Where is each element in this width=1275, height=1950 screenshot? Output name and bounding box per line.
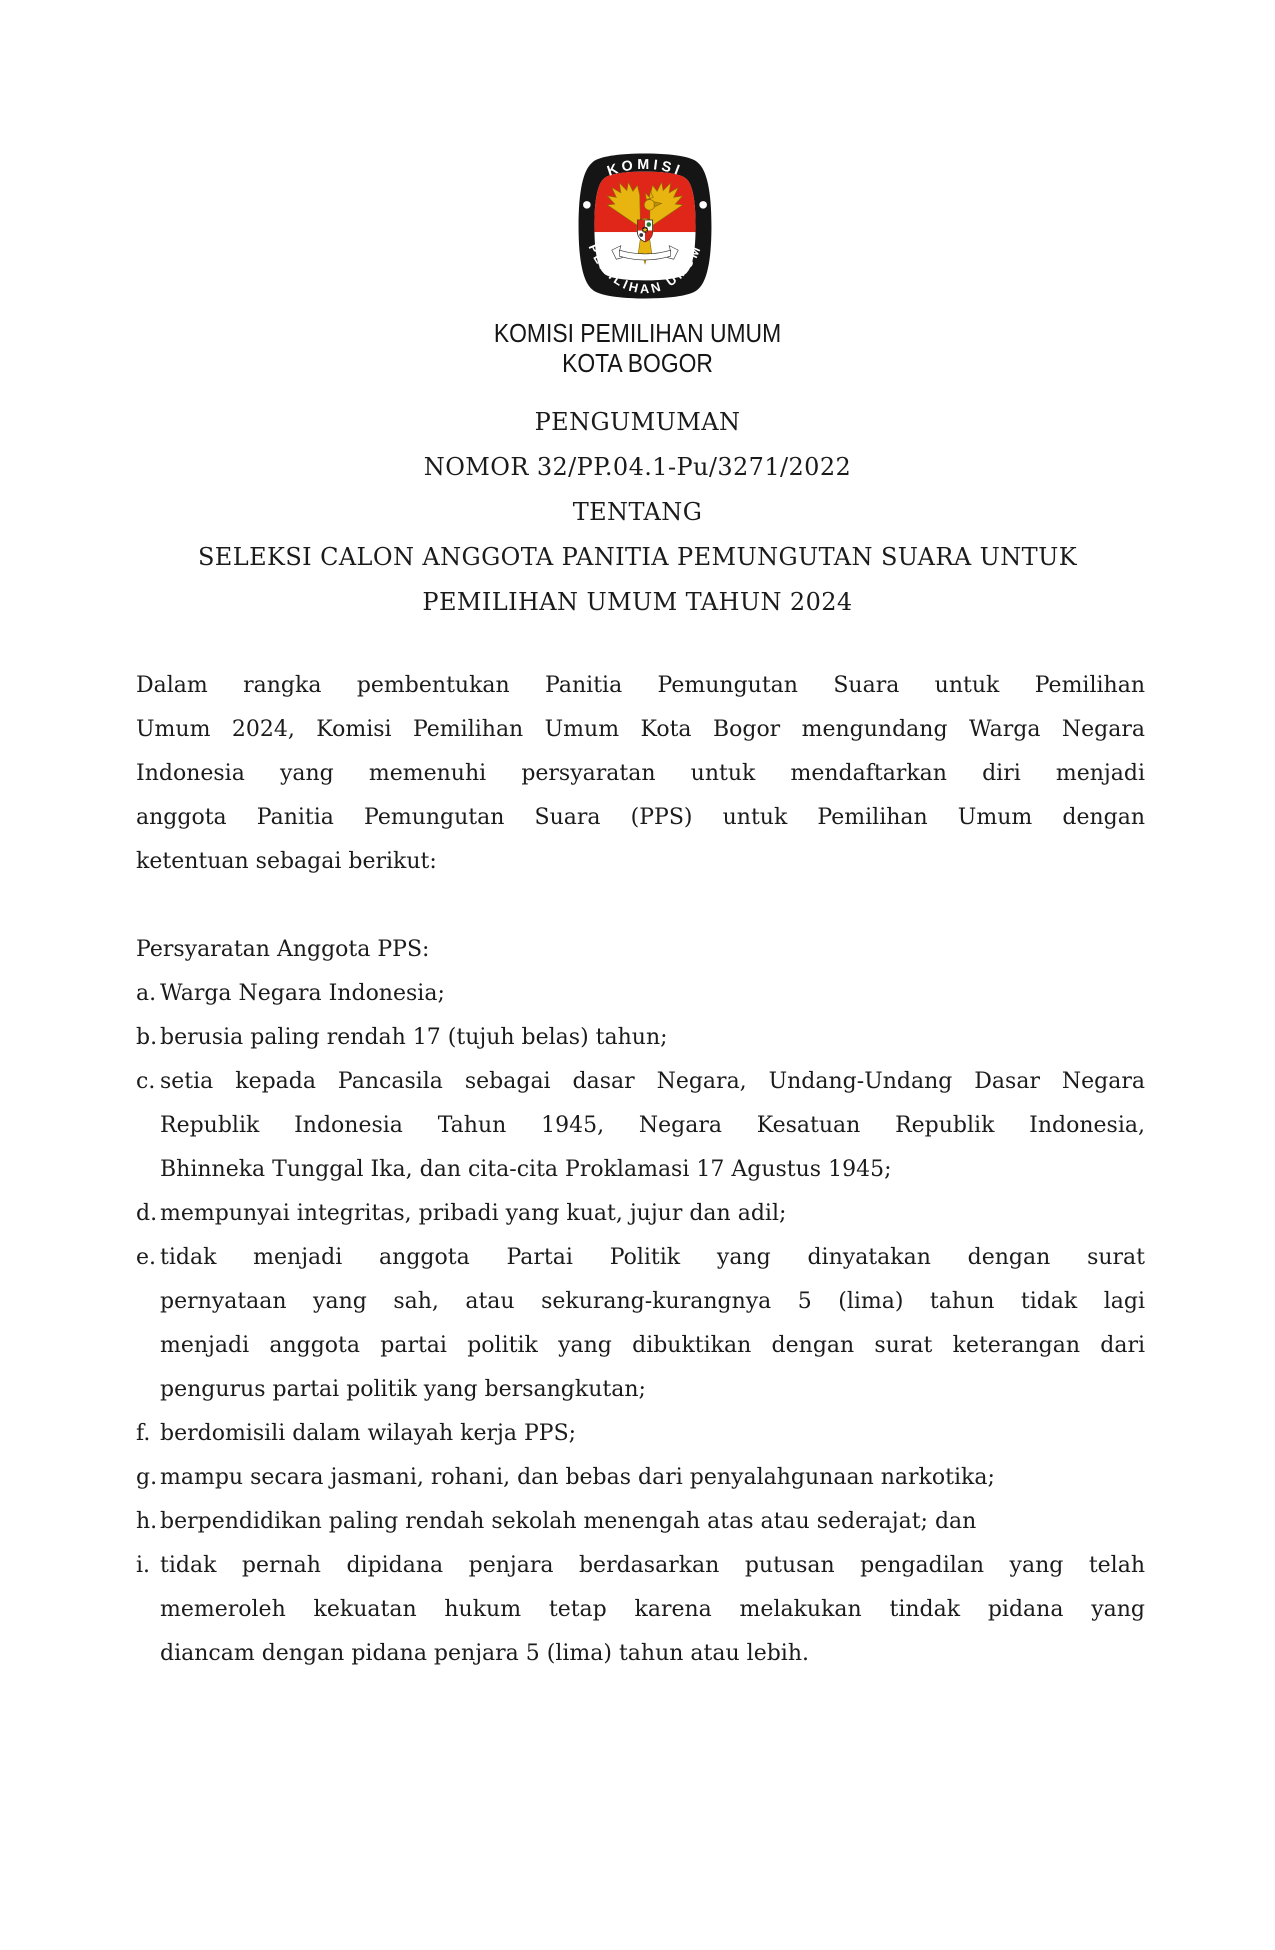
- text-line: Indonesia yang memenuhi persyaratan untuk mendaftarkan diri menjadi: [136, 761, 1145, 786]
- requirements-list: [136, 972, 1145, 1676]
- text-line: ketentuan sebagai berikut:: [136, 849, 437, 874]
- text-line: Bhinneka Tunggal Ika, dan cita-cita Proklamasi 17 Agustus 1945;: [160, 1157, 892, 1182]
- requirement-item: [136, 1236, 1145, 1412]
- requirement-text: [160, 1060, 1145, 1192]
- text-line: berpendidikan paling rendah sekolah menengah atas atau sederajat; dan: [160, 1509, 977, 1534]
- requirement-item: [136, 1544, 1145, 1676]
- doc-title: [133, 400, 1142, 625]
- requirement-item: [136, 1192, 1145, 1236]
- text-line: diancam dengan pidana penjara 5 (lima) tahun atau lebih.: [160, 1641, 809, 1666]
- text-line: setia kepada Pancasila sebagai dasar Negara, Undang-Undang Dasar Negara: [160, 1069, 1145, 1094]
- requirement-text: [160, 1500, 1145, 1544]
- text-line: anggota Panitia Pemungutan Suara (PPS) untuk Pemilihan Umum dengan: [136, 805, 1145, 830]
- org-name-line1: KOMISI PEMILIHAN UMUM: [493, 318, 782, 348]
- org-name: [77, 318, 1199, 378]
- requirement-text: [160, 1412, 1145, 1456]
- requirements-heading: Persyaratan Anggota PPS:: [136, 937, 430, 962]
- requirement-label: h.: [136, 1509, 158, 1534]
- intro-paragraph: [136, 664, 1145, 884]
- text-line: mempunyai integritas, pribadi yang kuat, jujur dan adil;: [160, 1201, 787, 1226]
- requirement-item: [136, 1016, 1145, 1060]
- requirement-text: [160, 972, 1145, 1016]
- requirement-item: [136, 1060, 1145, 1192]
- text-line: pernyataan yang sah, atau sekurang-kurangnya 5 (lima) tahun tidak lagi: [160, 1289, 1145, 1314]
- requirement-label: i.: [136, 1553, 151, 1578]
- paragraph-spacer: [136, 884, 1145, 928]
- requirement-text: [160, 1016, 1145, 1060]
- requirement-label: c.: [136, 1069, 156, 1094]
- logo-right-dot: [699, 201, 707, 209]
- requirement-item: [136, 972, 1145, 1016]
- text-line: Umum 2024, Komisi Pemilihan Umum Kota Bogor mengundang Warga Negara: [136, 717, 1145, 742]
- text-line: Dalam rangka pembentukan Panitia Pemungutan Suara untuk Pemilihan: [136, 673, 1145, 698]
- text-line: mampu secara jasmani, rohani, dan bebas dari penyalahgunaan narkotika;: [160, 1465, 995, 1490]
- requirement-label: e.: [136, 1245, 157, 1270]
- requirement-label: a.: [136, 981, 157, 1006]
- text-line: TENTANG: [572, 498, 703, 526]
- document-body: [136, 664, 1145, 1676]
- text-line: berusia paling rendah 17 (tujuh belas) tahun;: [160, 1025, 668, 1050]
- text-line: pengurus partai politik yang bersangkutan;: [160, 1377, 646, 1402]
- logo-bottom-text: PEMILIHAN UMUM: [585, 241, 705, 297]
- text-line: tidak pernah dipidana penjara berdasarkan putusan pengadilan yang telah: [160, 1553, 1145, 1578]
- requirement-text: [160, 1236, 1145, 1412]
- requirement-text: [160, 1456, 1145, 1500]
- requirement-text: [160, 1192, 1145, 1236]
- requirement-item: [136, 1456, 1145, 1500]
- text-line: menjadi anggota partai politik yang dibuktikan dengan surat keterangan dari: [160, 1333, 1145, 1358]
- org-name-line2: KOTA BOGOR: [562, 348, 713, 378]
- logo-left-dot: [583, 201, 591, 209]
- text-line: berdomisili dalam wilayah kerja PPS;: [160, 1421, 577, 1446]
- requirement-item: [136, 1500, 1145, 1544]
- logo-top-text: KOMISI: [604, 157, 685, 180]
- text-line: Warga Negara Indonesia;: [160, 981, 445, 1006]
- requirement-text: [160, 1544, 1145, 1676]
- kpu-logo: [577, 152, 713, 300]
- requirement-label: f.: [136, 1421, 151, 1446]
- text-line: memeroleh kekuatan hukum tetap karena melakukan tindak pidana yang: [160, 1597, 1145, 1622]
- kpu-logo-svg: [577, 152, 713, 300]
- text-line: SELEKSI CALON ANGGOTA PANITIA PEMUNGUTAN SUARA UNTUK: [197, 543, 1078, 571]
- text-line: tidak menjadi anggota Partai Politik yang dinyatakan dengan surat: [160, 1245, 1145, 1270]
- requirement-item: [136, 1412, 1145, 1456]
- text-line: PENGUMUMAN: [534, 408, 741, 436]
- text-line: Republik Indonesia Tahun 1945, Negara Kesatuan Republik Indonesia,: [160, 1113, 1145, 1138]
- text-line: NOMOR 32/PP.04.1-Pu/3271/2022: [423, 453, 852, 481]
- requirement-label: b.: [136, 1025, 158, 1050]
- text-line: PEMILIHAN UMUM TAHUN 2024: [422, 588, 853, 616]
- requirement-label: d.: [136, 1201, 158, 1226]
- requirement-label: g.: [136, 1465, 158, 1490]
